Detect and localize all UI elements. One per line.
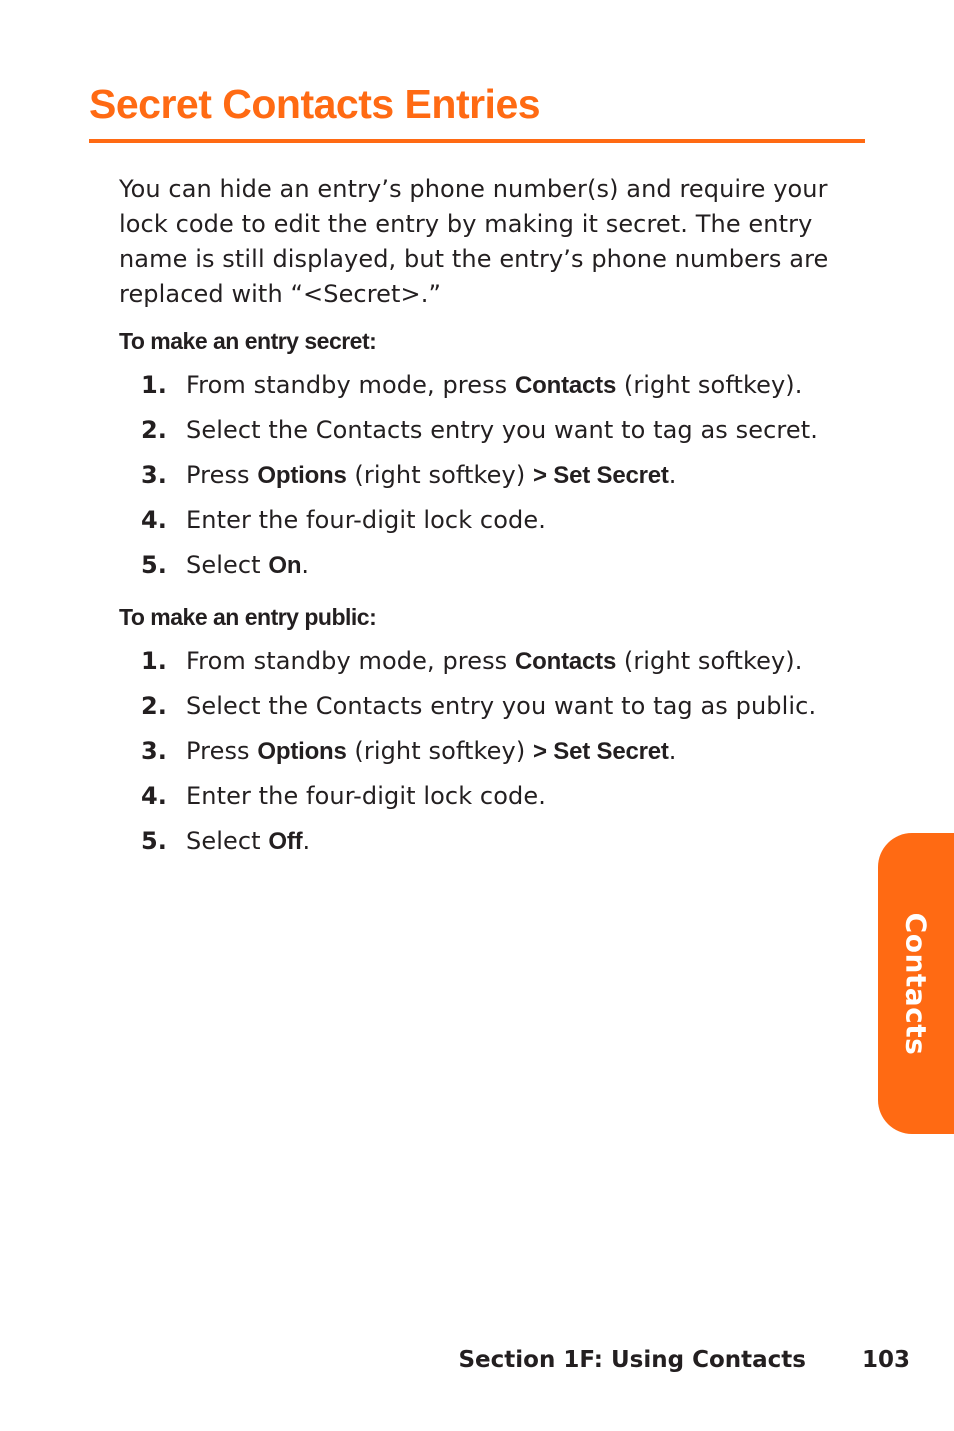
step-text: Press	[186, 461, 258, 489]
side-tab-label: Contacts	[899, 912, 933, 1055]
step-key: > Set Secret	[533, 462, 669, 489]
step-number: 3.	[141, 461, 168, 489]
step-key: Options	[257, 462, 347, 489]
step-text: (right softkey)	[346, 461, 534, 489]
step-key: On	[268, 552, 302, 579]
step-key: > Set Secret	[533, 738, 669, 765]
step-text: (right softkey).	[616, 647, 803, 675]
step-text: Select	[186, 827, 269, 855]
step-text: Select the Contacts entry you want to tag as secret.	[186, 416, 818, 444]
list-item	[119, 774, 859, 819]
list-item	[119, 453, 859, 498]
list-item	[119, 363, 859, 408]
page-title: Secret Contacts Entries	[89, 81, 541, 127]
public-steps-list	[119, 639, 859, 864]
step-text: .	[302, 827, 311, 855]
list-item	[119, 498, 859, 543]
step-number: 4.	[141, 782, 168, 810]
step-text: .	[668, 737, 677, 765]
step-number: 2.	[141, 692, 168, 720]
step-text: From standby mode, press	[186, 647, 516, 675]
step-number: 3.	[141, 737, 168, 765]
step-number: 1.	[141, 647, 168, 675]
step-key: Off	[268, 828, 303, 855]
step-number: 1.	[141, 371, 168, 399]
page-number: 103	[861, 1347, 910, 1373]
step-text: Enter the four-digit lock code.	[186, 506, 546, 534]
step-text: .	[668, 461, 677, 489]
step-text: Select	[186, 551, 269, 579]
list-item	[119, 729, 859, 774]
step-text: Enter the four-digit lock code.	[186, 782, 546, 810]
secret-heading: To make an entry secret:	[119, 328, 377, 354]
step-text: Press	[186, 737, 258, 765]
list-item	[119, 684, 859, 729]
step-text: .	[301, 551, 310, 579]
step-text: (right softkey)	[346, 737, 534, 765]
step-text: Select the Contacts entry you want to tag as public.	[186, 692, 817, 720]
list-item	[119, 819, 859, 864]
step-key: Contacts	[515, 648, 617, 675]
title-underline	[89, 139, 865, 143]
step-text: From standby mode, press	[186, 371, 516, 399]
page-content	[119, 172, 859, 864]
list-item	[119, 543, 859, 588]
secret-steps-list	[119, 363, 859, 588]
section-side-tab	[878, 833, 954, 1134]
intro-paragraph: You can hide an entry’s phone number(s) and require your lock code to edit the entry by making it secret. The entry name is still displayed, but the entry’s phone numbers are replaced with “<Secret>.”	[119, 175, 829, 308]
step-text: (right softkey).	[616, 371, 803, 399]
footer-section-title: Section 1F: Using Contacts	[458, 1347, 806, 1373]
page-footer	[458, 1344, 910, 1376]
list-item	[119, 639, 859, 684]
public-heading: To make an entry public:	[119, 604, 377, 630]
list-item	[119, 408, 859, 453]
step-key: Options	[257, 738, 347, 765]
step-number: 5.	[141, 551, 168, 579]
step-number: 5.	[141, 827, 168, 855]
step-number: 4.	[141, 506, 168, 534]
step-number: 2.	[141, 416, 168, 444]
step-key: Contacts	[515, 372, 617, 399]
